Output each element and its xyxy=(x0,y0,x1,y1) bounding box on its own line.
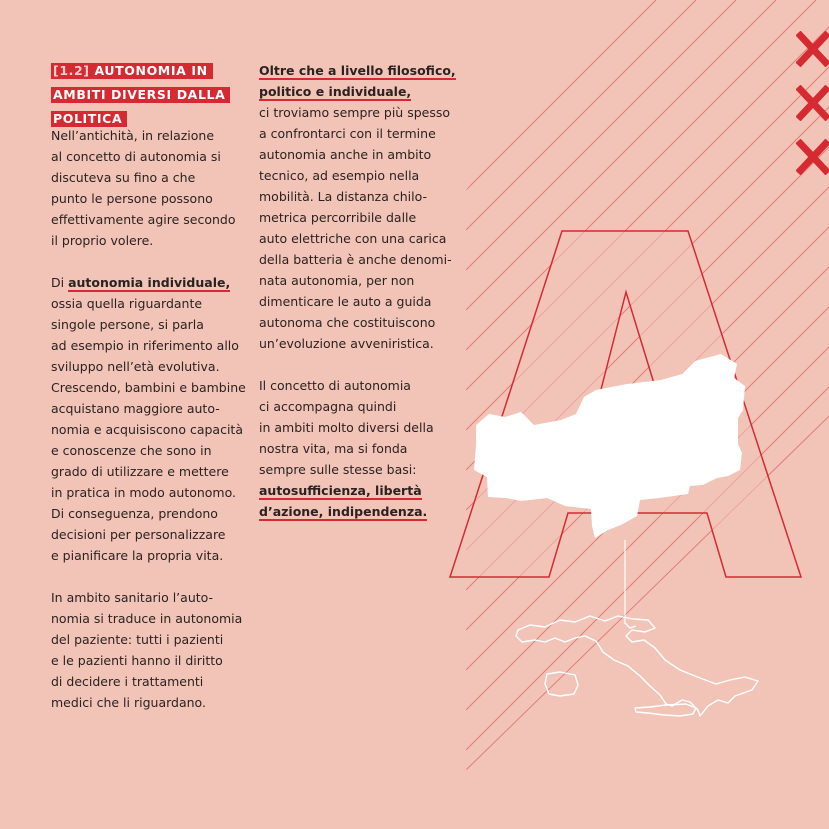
text-line: singole persone, si parla xyxy=(51,317,204,332)
heading-line-2: AMBITI DIVERSI DALLA xyxy=(51,87,230,103)
text-line: Di conseguenza, prendono xyxy=(51,506,218,521)
text-line xyxy=(259,480,459,501)
heading-line-1 xyxy=(51,63,213,79)
text-line: decisioni per personalizzare xyxy=(51,527,226,542)
text-line: In ambito sanitario l’auto- xyxy=(51,590,214,605)
heading-text-1: AUTONOMIA IN xyxy=(94,63,208,78)
text-line: auto elettriche con una carica xyxy=(259,231,447,246)
text-line: della batteria è anche denomi- xyxy=(259,252,452,267)
text-line: Il concetto di autonomia xyxy=(259,378,411,393)
highlight-individual-autonomy: autonomia individuale, xyxy=(68,275,231,290)
x-mark-icon xyxy=(796,139,829,175)
text-line: effettivamente agire secondo xyxy=(51,212,236,227)
text-line: ci troviamo sempre più spesso xyxy=(259,105,451,120)
text-line: autonomia anche in ambito xyxy=(259,147,432,162)
text-line: del paziente: tutti i pazienti xyxy=(51,632,224,647)
text-line xyxy=(51,272,246,293)
text-line: metrica percorribile dalle xyxy=(259,210,417,225)
highlight-political: politico e individuale, xyxy=(259,84,412,99)
text-line: sviluppo nell’età evolutiva. xyxy=(51,359,220,374)
text-line: ad esempio in riferimento allo xyxy=(51,338,239,353)
text-line: Crescendo, bambini e bambine xyxy=(51,380,246,395)
text-line: nomia e acquisiscono capacità xyxy=(51,422,243,437)
text-line: discuteva su fino a che xyxy=(51,170,196,185)
highlight-independence: d’azione, indipendenza. xyxy=(259,504,428,519)
text-line: nomia si traduce in autonomia xyxy=(51,611,243,626)
text-line: mobilità. La distanza chilo- xyxy=(259,189,428,204)
text-line: nostra vita, ma si fonda xyxy=(259,441,408,456)
text-prefix: Di xyxy=(51,275,69,290)
section-heading xyxy=(51,60,246,127)
left-column xyxy=(51,60,246,713)
text-line: in pratica in modo autonomo. xyxy=(51,485,237,500)
paragraph-individual xyxy=(51,272,246,566)
text-line: e le pazienti hanno il diritto xyxy=(51,653,223,668)
text-line: in ambiti molto diversi della xyxy=(259,420,434,435)
text-line: a confrontarci con il termine xyxy=(259,126,436,141)
heading-line-3: POLITICA xyxy=(51,111,127,127)
text-line: medici che li riguardano. xyxy=(51,695,206,710)
text-line: acquistano maggiore auto- xyxy=(51,401,220,416)
paragraph-health xyxy=(51,587,246,713)
text-line xyxy=(259,81,459,102)
text-line: un’evoluzione avveniristica. xyxy=(259,336,434,351)
text-line: ossia quella riguardante xyxy=(51,296,203,311)
text-line: Nell’antichità, in relazione xyxy=(51,128,215,143)
highlight-philosophical: Oltre che a livello filosofico, xyxy=(259,63,456,78)
x-mark-icon xyxy=(796,31,829,67)
text-line: autonoma che costituiscono xyxy=(259,315,436,330)
paragraph-technical xyxy=(259,60,459,354)
text-line: nata autonomia, per non xyxy=(259,273,415,288)
text-line: al concetto di autonomia si xyxy=(51,149,221,164)
text-line: punto le persone possono xyxy=(51,191,213,206)
text-line: il proprio volere. xyxy=(51,233,154,248)
highlight-self-sufficiency: autosufficienza, libertà xyxy=(259,483,422,498)
autonomy-illustration xyxy=(440,0,829,829)
text-line: dimenticare le auto a guida xyxy=(259,294,432,309)
text-line: ci accompagna quindi xyxy=(259,399,397,414)
text-line: di decidere i trattamenti xyxy=(51,674,204,689)
text-line: e pianificare la propria vita. xyxy=(51,548,224,563)
text-line xyxy=(259,501,459,522)
section-number: [1.2] xyxy=(53,63,90,78)
text-line xyxy=(259,60,459,81)
paragraph-concept xyxy=(259,375,459,522)
text-line: grado di utilizzare e mettere xyxy=(51,464,229,479)
x-mark-icon xyxy=(796,85,829,121)
paragraph-antiquity xyxy=(51,125,246,251)
text-line: e conoscenze che sono in xyxy=(51,443,212,458)
text-line: tecnico, ad esempio nella xyxy=(259,168,420,183)
illustration-svg xyxy=(440,0,829,829)
italy-outline-map xyxy=(516,616,758,716)
right-column xyxy=(259,60,459,522)
text-line: sempre sulle stesse basi: xyxy=(259,462,417,477)
